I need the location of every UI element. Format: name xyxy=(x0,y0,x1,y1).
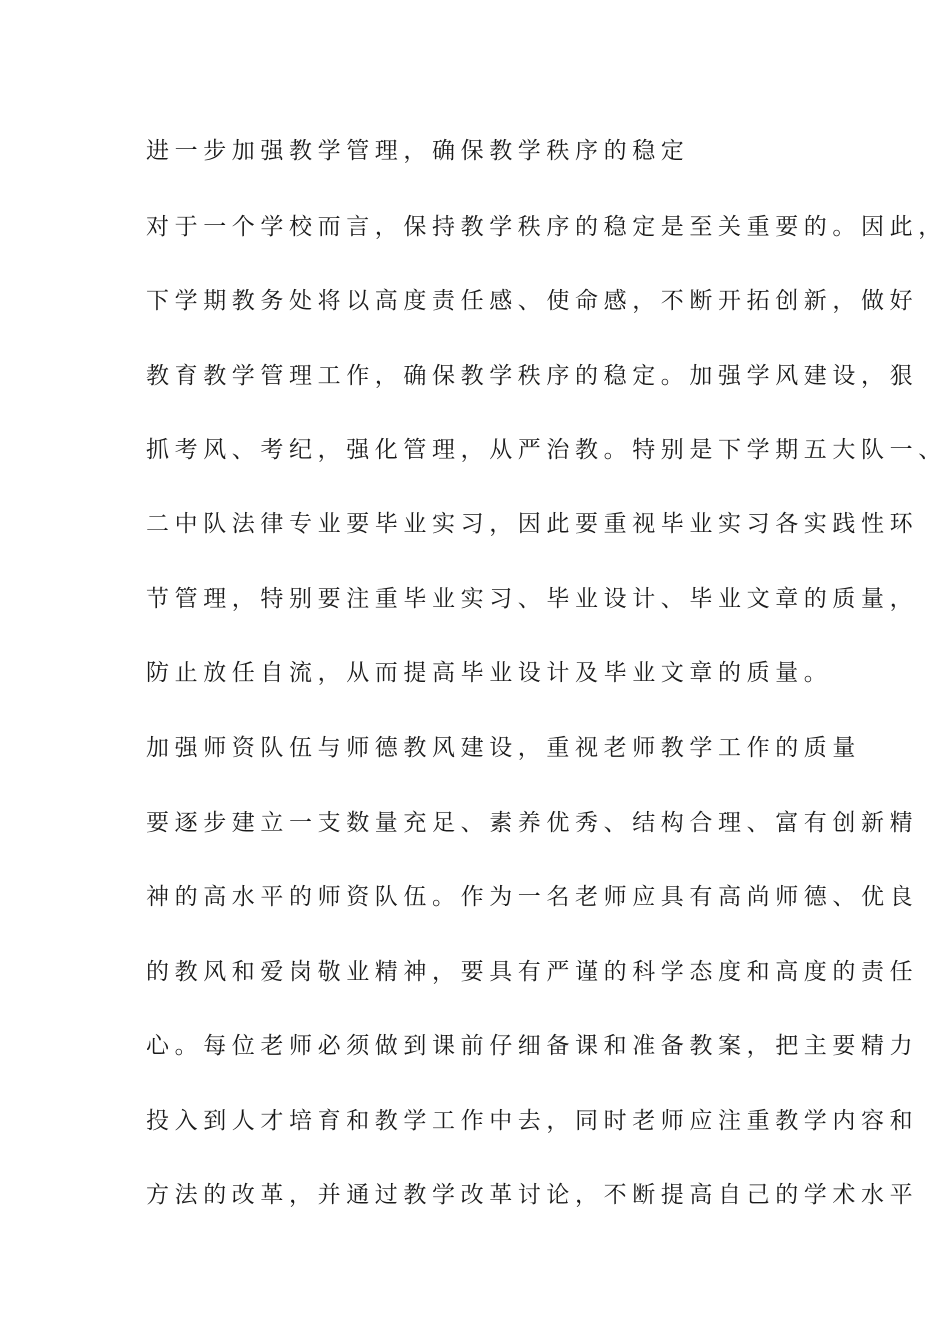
paragraph-line: 对于一个学校而言，保持教学秩序的稳定是至关重要的。因此， xyxy=(146,214,947,240)
paragraph-line: 的教风和爱岗敬业精神，要具有严谨的科学态度和高度的责任 xyxy=(146,959,919,985)
section-heading-teacher-quality: 加强师资队伍与师德教风建设，重视老师教学工作的质量 xyxy=(146,735,861,761)
section-heading-teaching-management: 进一步加强教学管理，确保教学秩序的稳定 xyxy=(146,138,690,164)
paragraph-line: 教育教学管理工作，确保教学秩序的稳定。加强学风建设，狠 xyxy=(146,363,919,389)
paragraph-line: 神的高水平的师资队伍。作为一名老师应具有高尚师德、优良 xyxy=(146,884,919,910)
paragraph-line: 节管理，特别要注重毕业实习、毕业设计、毕业文章的质量， xyxy=(146,586,919,612)
paragraph-line: 心。每位老师必须做到课前仔细备课和准备教案，把主要精力 xyxy=(146,1033,919,1059)
paragraph-line: 方法的改革，并通过教学改革讨论，不断提高自己的学术水平 xyxy=(146,1182,919,1208)
paragraph-line: 要逐步建立一支数量充足、素养优秀、结构合理、富有创新精 xyxy=(146,810,919,836)
paragraph-line: 投入到人才培育和教学工作中去，同时老师应注重教学内容和 xyxy=(146,1108,919,1134)
paragraph-line: 二中队法律专业要毕业实习，因此要重视毕业实习各实践性环 xyxy=(146,511,919,537)
paragraph-line: 防止放任自流，从而提高毕业设计及毕业文章的质量。 xyxy=(146,660,833,686)
paragraph-line: 下学期教务处将以高度责任感、使命感，不断开拓创新，做好 xyxy=(146,288,919,314)
paragraph-line: 抓考风、考纪，强化管理，从严治教。特别是下学期五大队一、 xyxy=(146,437,947,463)
